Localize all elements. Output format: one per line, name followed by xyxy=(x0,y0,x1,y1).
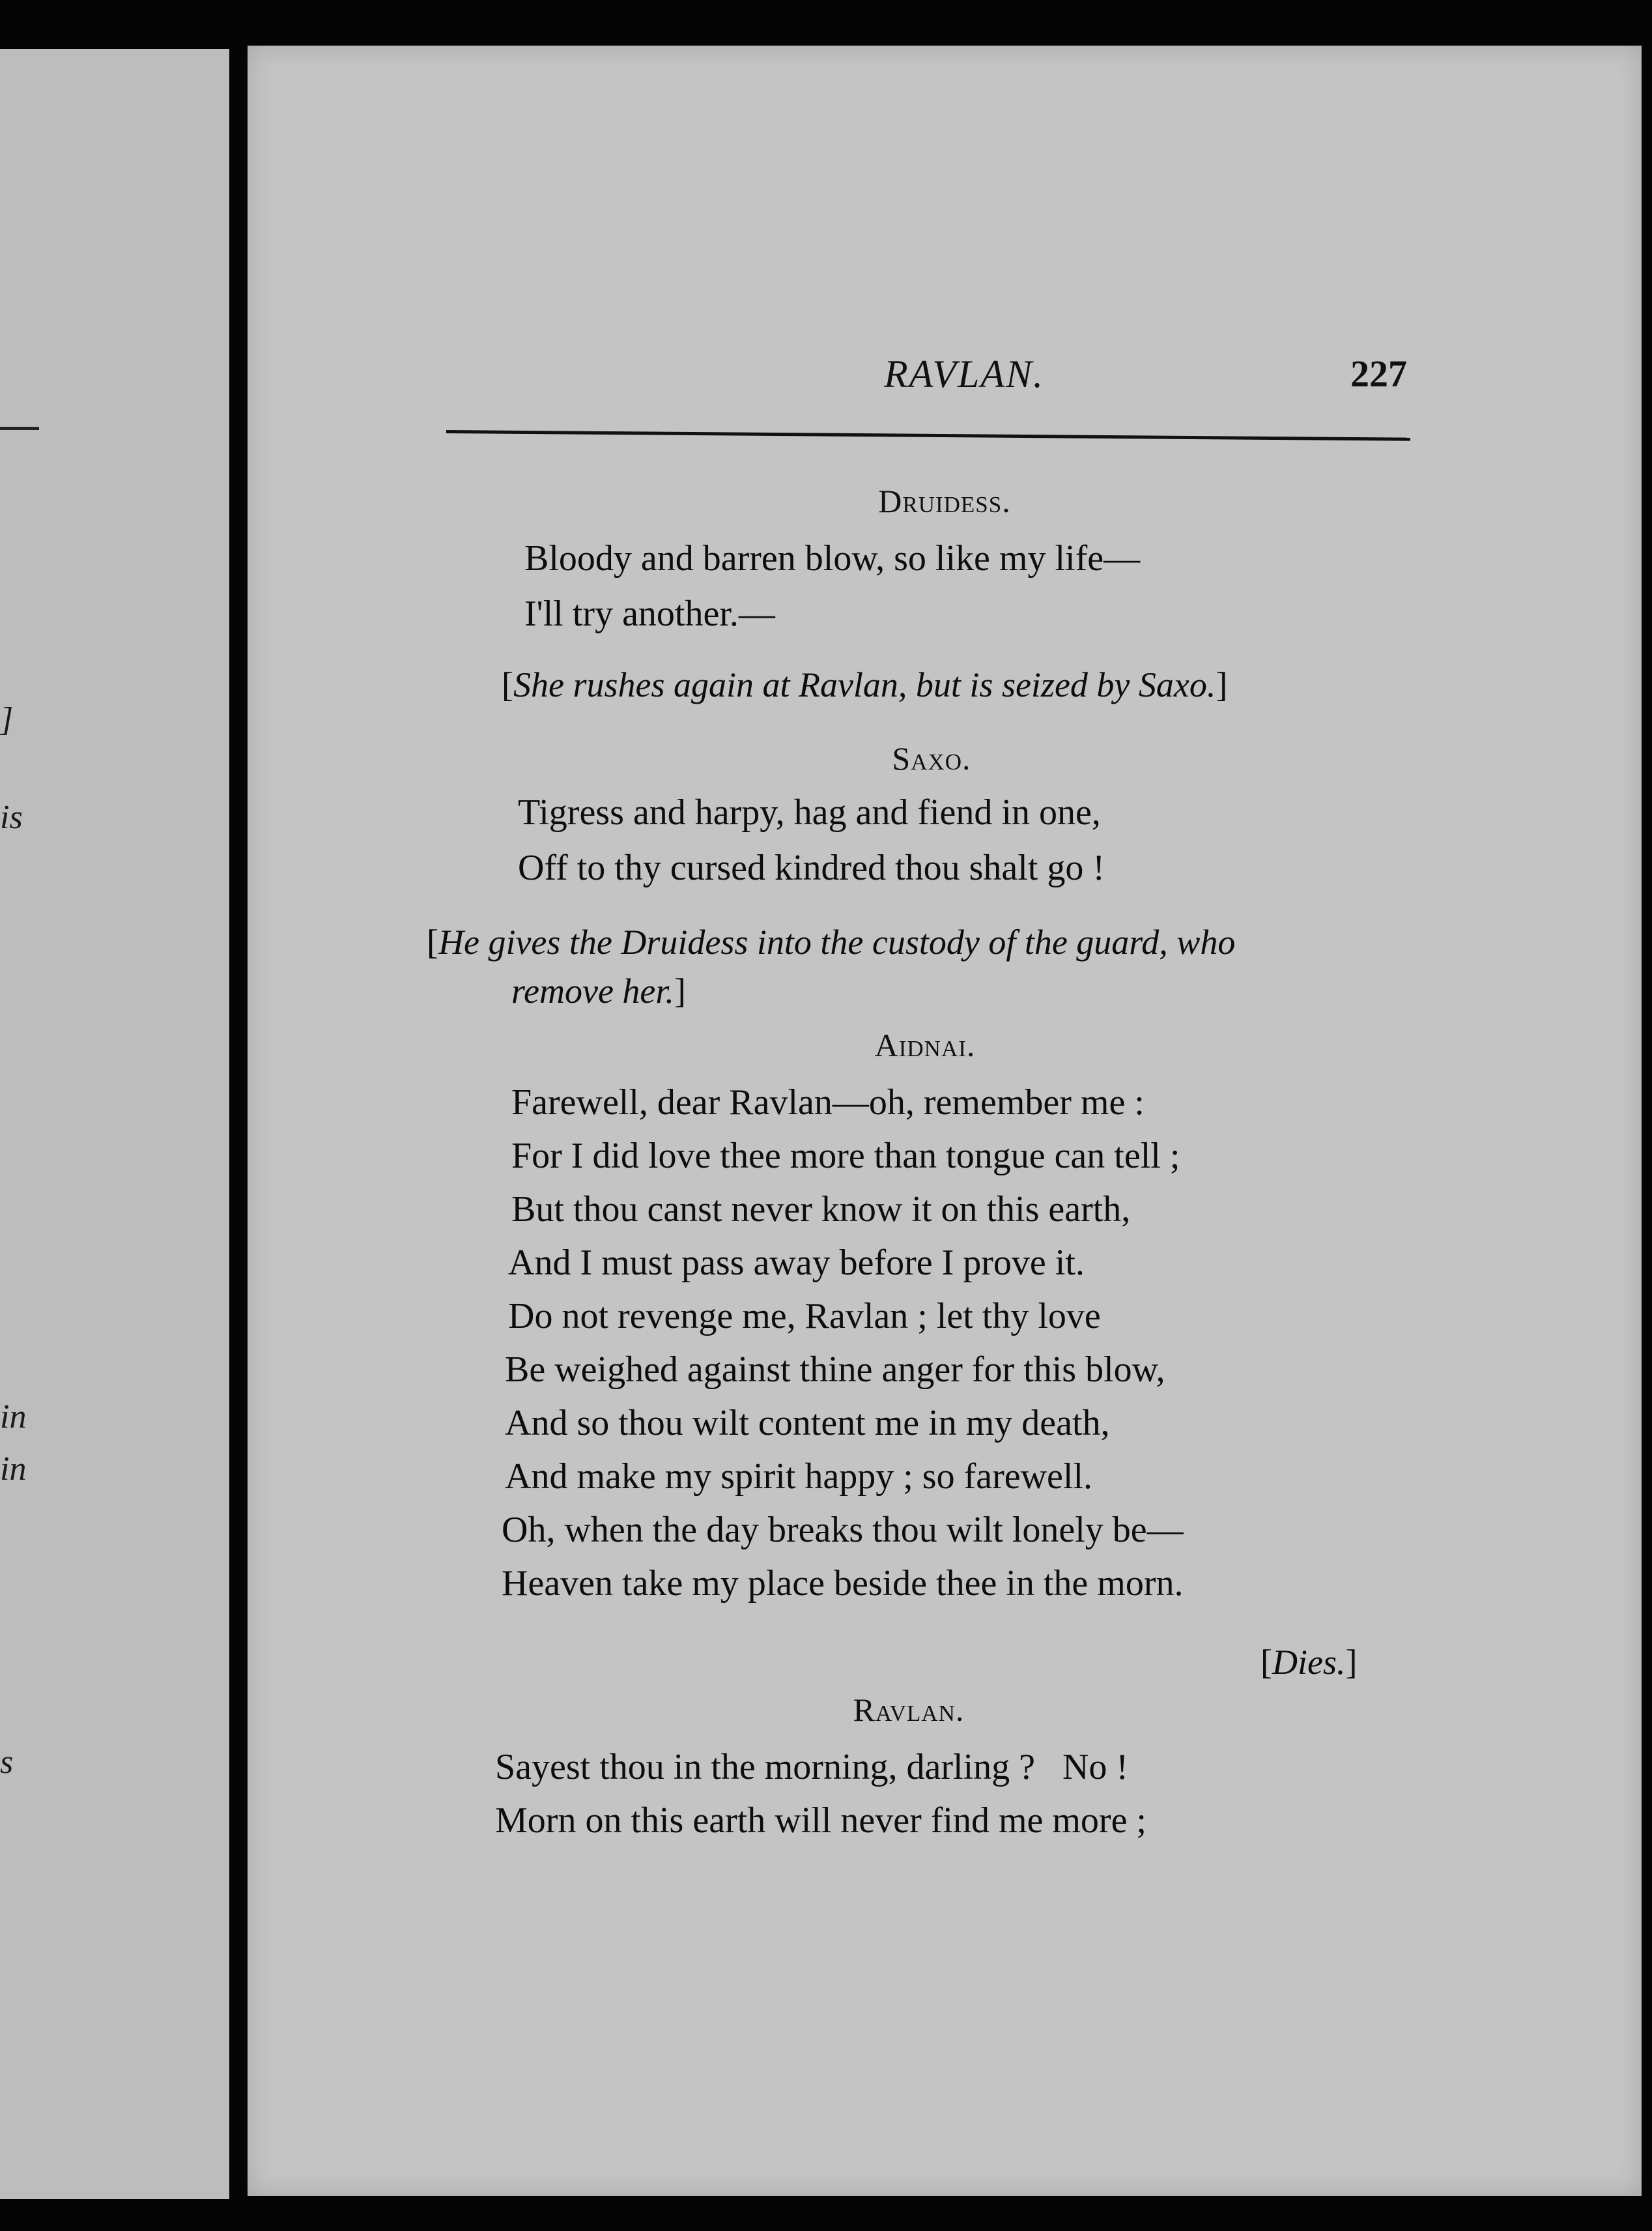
speaker-aidnai: Aidnai. xyxy=(874,1027,976,1063)
left-page-fragment: s xyxy=(0,1744,14,1781)
left-page-fragment: in xyxy=(0,1398,27,1435)
verse-line: Bloody and barren blow, so like my life— xyxy=(524,538,1141,579)
book-page xyxy=(248,46,1642,2196)
stage-direction-text: remove her. xyxy=(511,972,674,1011)
left-page-rule xyxy=(0,427,39,430)
verse-line: Oh, when the day breaks thou wilt lonely be— xyxy=(502,1510,1184,1550)
verse-line: Off to thy cursed kindred thou shalt go ! xyxy=(518,848,1105,888)
bracket-open: [ xyxy=(427,923,438,962)
header-rule xyxy=(446,430,1410,441)
verse-line: Be weighed against thine anger for this blow, xyxy=(505,1349,1165,1390)
stage-direction xyxy=(427,922,1235,962)
speaker-druidess: Druidess. xyxy=(878,483,1011,519)
stage-direction-continued xyxy=(511,971,686,1011)
bracket-close: ] xyxy=(674,972,686,1011)
running-head: RAVLAN. xyxy=(883,353,1044,396)
bracket-close: ] xyxy=(1216,665,1228,704)
left-page-edge xyxy=(0,49,229,2199)
verse-line: And I must pass away before I prove it. xyxy=(508,1243,1085,1283)
stage-direction xyxy=(502,665,1227,705)
speaker-ravlan: Ravlan. xyxy=(853,1691,965,1728)
verse-line: Heaven take my place beside thee in the morn. xyxy=(502,1563,1184,1604)
bracket-close: ] xyxy=(1345,1643,1358,1682)
verse-line: And so thou wilt content me in my death, xyxy=(505,1403,1110,1443)
page-number: 227 xyxy=(1350,353,1407,395)
verse-line: Farewell, dear Ravlan—oh, remember me : xyxy=(511,1082,1145,1123)
verse-line: I'll try another.— xyxy=(524,594,775,634)
verse-line: But thou canst never know it on this earth, xyxy=(511,1189,1131,1230)
stage-direction-text: Dies. xyxy=(1272,1643,1346,1682)
stage-direction-dies xyxy=(1260,1642,1357,1682)
bracket-open: [ xyxy=(502,665,513,704)
bracket-open: [ xyxy=(1260,1643,1272,1682)
speaker-saxo: Saxo. xyxy=(892,740,971,777)
stage-direction-text: He gives the Druidess into the custody of the guard, who xyxy=(438,923,1236,962)
verse-line: Sayest thou in the morning, darling ? No ! xyxy=(495,1747,1129,1787)
verse-line: And make my spirit happy ; so farewell. xyxy=(505,1456,1093,1497)
book-gutter xyxy=(229,39,248,2215)
verse-line: Morn on this earth will never find me more ; xyxy=(495,1800,1146,1841)
left-page-fragment: ] xyxy=(0,701,14,738)
stage-direction-text: She rushes again at Ravlan, but is seized by Saxo. xyxy=(513,665,1216,704)
left-page-fragment: is xyxy=(0,799,23,836)
verse-line: For I did love thee more than tongue can tell ; xyxy=(511,1136,1180,1176)
verse-line: Do not revenge me, Ravlan ; let thy love xyxy=(508,1296,1101,1336)
verse-line: Tigress and harpy, hag and fiend in one, xyxy=(518,792,1101,833)
left-page-fragment: in xyxy=(0,1450,27,1488)
